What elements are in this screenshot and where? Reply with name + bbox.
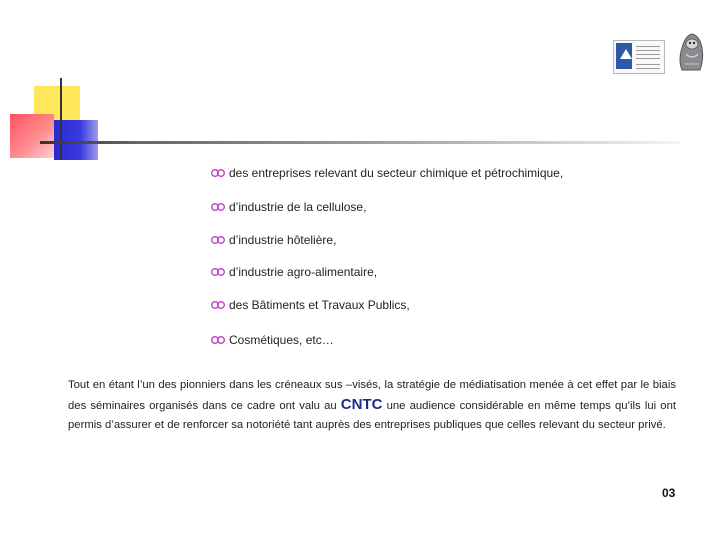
list-item-text: Cosmétiques, etc…	[229, 333, 334, 347]
bullet-icon	[211, 334, 225, 346]
list-item	[211, 265, 377, 279]
page-number: 03	[662, 486, 676, 500]
decor-red-square	[10, 114, 54, 158]
bullet-icon	[211, 299, 225, 311]
list-item	[211, 166, 563, 180]
list-item-text: des entreprises relevant du secteur chimique et pétrochimique,	[229, 166, 564, 180]
certification-logo	[613, 40, 665, 74]
list-item-text: des Bâtiments et Travaux Publics,	[229, 298, 410, 312]
body-paragraph	[68, 376, 676, 435]
decor-vertical-line	[60, 78, 62, 160]
bullet-icon	[211, 234, 225, 246]
list-item	[211, 333, 334, 347]
list-item-text: d’industrie de la cellulose,	[229, 200, 367, 214]
cntc-highlight: CNTC	[340, 396, 383, 414]
decor-horizontal-rule	[40, 141, 680, 144]
list-item-text: d’industrie hôtelière,	[229, 233, 337, 247]
paragraph-text-before: Tout en étant l’un des pionniers dans les créneaux sus –visés, la stratégie de médiatisation menée à cet effet par le biais des séminaires organisés dans ce cadre ont valu au	[68, 379, 676, 413]
certification-badge-icon	[616, 43, 632, 69]
list-item-text: d’industrie agro-alimentaire,	[229, 265, 378, 279]
bullet-icon	[211, 167, 225, 179]
mascot-logo-icon	[676, 30, 706, 74]
bullet-icon	[211, 201, 225, 213]
bullet-icon	[211, 266, 225, 278]
list-item	[211, 298, 410, 312]
list-item	[211, 200, 366, 214]
paragraph-text-after: une audience considérable en même temps qu’ils lui ont permis d’assurer et de renforcer sa notoriété tant auprès des entreprises publiques que celles relevant du secteur privé.	[68, 400, 676, 432]
list-item	[211, 233, 336, 247]
